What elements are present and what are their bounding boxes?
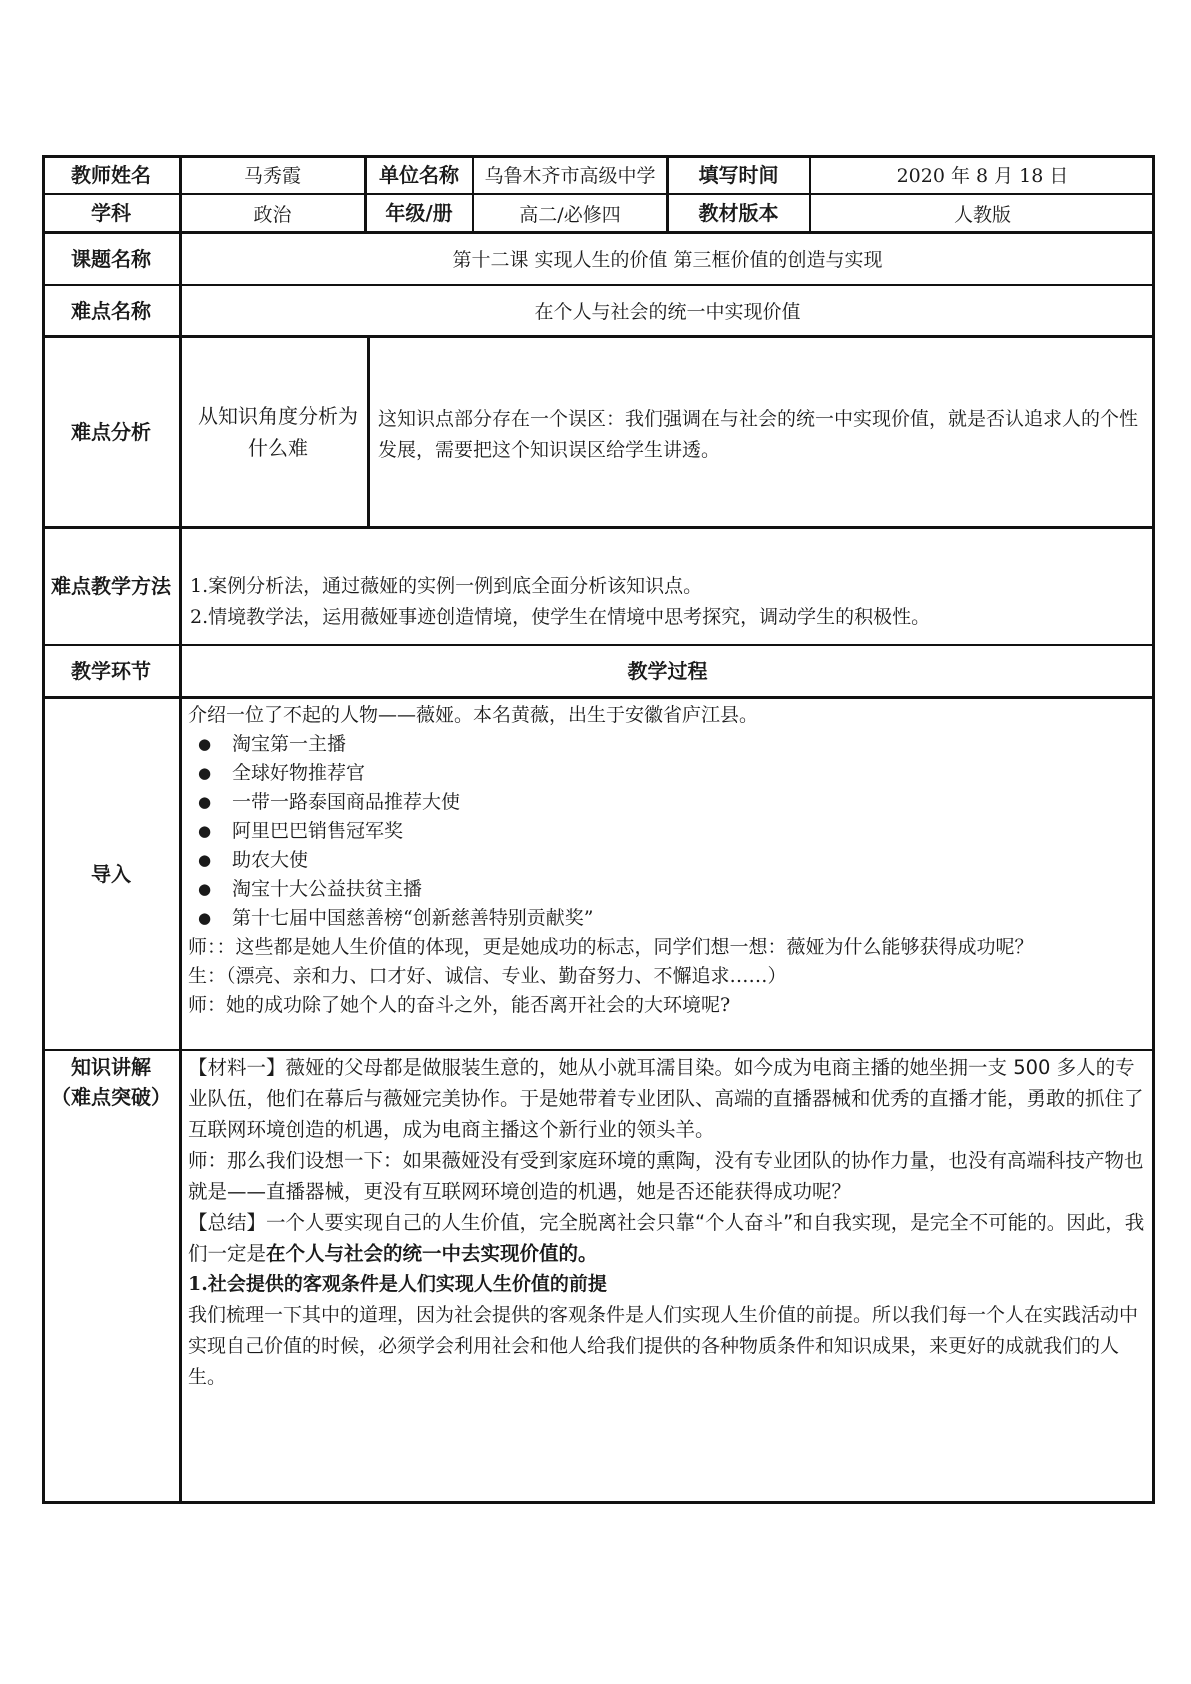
grid-line	[42, 696, 1155, 699]
list-item: ● 全球好物推荐官	[188, 759, 1148, 788]
grid-line	[42, 526, 1155, 529]
list-item: ● 淘宝第一主播	[188, 730, 1148, 759]
list-item: ● 第十七届中国慈善榜“创新慈善特别贡献奖”	[188, 904, 1148, 933]
unit-name-label: 单位名称	[379, 162, 459, 187]
subject-value: 政治	[253, 203, 292, 226]
method-label: 难点教学方法	[51, 574, 171, 598]
list-item: ● 一带一路泰国商品推荐大使	[188, 788, 1148, 817]
grid-line	[42, 335, 1155, 338]
list-item: ● 助农大使	[188, 846, 1148, 875]
knowledge-summary	[188, 1207, 1150, 1269]
topic-label: 课题名称	[71, 246, 151, 271]
textbook-label: 教材版本	[698, 201, 779, 225]
list-item: ● 淘宝十大公益扶贫主播	[188, 875, 1148, 904]
intro-lead: 介绍一位了不起的人物——薇娅。本名黄薇，出生于安徽省庐江县。	[188, 704, 759, 726]
process-step-label: 教学环节	[71, 659, 151, 683]
subject-label: 学科	[91, 201, 131, 225]
knowledge-content	[188, 1052, 1150, 1393]
knowledge-summary-bold: 在个人与社会的统一中去实现价值的。	[266, 1242, 598, 1265]
intro-bullets	[188, 730, 1148, 933]
analysis-label: 难点分析	[71, 419, 151, 444]
analysis-text: 这知识点部分存在一个误区：我们强调在与社会的统一中实现价值，就是否认追求人的个性发展，需要把这个知识误区给学生讲透。	[378, 408, 1139, 461]
grid-line	[666, 155, 669, 232]
process-title: 教学过程	[627, 659, 708, 683]
method-item: 1.案例分析法，通过薇娅的实例一例到底全面分析该知识点。	[190, 575, 703, 597]
grid-line	[42, 1049, 1155, 1051]
knowledge-point-1: 1.社会提供的客观条件是人们实现人生价值的前提	[188, 1273, 607, 1295]
grid-line	[42, 284, 1155, 286]
grid-line	[364, 155, 367, 232]
border-top	[42, 155, 1155, 158]
knowledge-material: 【材料一】薇娅的父母都是做服装生意的，她从小就耳濡目染。如今成为电商主播的她坐拥一支 500 多人的专业队伍，他们在幕后与薇娅完美协作。于是她带着专业团队、高端的直播器械和优秀的直播才能，勇敢的抓住了互联网环境创造的机遇，成为电商主播这个新行业的领头羊。	[188, 1056, 1144, 1141]
border-bottom	[42, 1501, 1155, 1504]
border-left	[42, 155, 45, 1504]
lesson-plan-table	[42, 155, 1155, 1504]
topic-value: 第十二课 实现人生的价值 第三框价值的创造与实现	[452, 249, 883, 271]
grid-line	[42, 644, 1155, 646]
grid-line	[42, 193, 1155, 195]
intro-label: 导入	[91, 861, 131, 886]
grid-line	[809, 155, 811, 232]
unit-name-value: 乌鲁木齐市高级中学	[484, 165, 656, 187]
knowledge-label	[42, 1051, 180, 1113]
intro-student-answer: 生：（漂亮、亲和力、口才好、诚信、专业、勤奋努力、不懈追求……）	[188, 965, 787, 987]
grid-line	[367, 336, 370, 527]
textbook-value: 人教版	[953, 203, 1011, 226]
fill-date-value: 2020 年 8 月 18 日	[896, 165, 1069, 187]
knowledge-teacher: 师：那么我们设想一下：如果薇娅没有受到家庭环境的熏陶，没有专业团队的协作力量，也没有高端科技产物也就是——直播器械，更没有互联网环境创造的机遇，她是否还能获得成功呢？	[188, 1149, 1144, 1203]
fill-date-label: 填写时间	[698, 162, 779, 187]
method-item: 2.情境教学法，运用薇娅事迹创造情境，使学生在情境中思考探究，调动学生的积极性。	[190, 606, 931, 628]
knowledge-label-line2: （难点突破）	[51, 1085, 171, 1109]
knowledge-label-line1: 知识讲解	[71, 1055, 151, 1079]
grid-line	[42, 231, 1155, 234]
teacher-name-value: 马秀霞	[243, 165, 301, 187]
knowledge-point-1-text: 我们梳理一下其中的道理，因为社会提供的客观条件是人们实现人生价值的前提。所以我们每一个人在实践活动中实现自己价值的时候，必须学会利用社会和他人给我们提供的各种物质条件和知识成果，来更好的成就我们的人生。	[188, 1304, 1139, 1388]
teacher-name-label: 教师姓名	[71, 162, 151, 187]
grid-line	[179, 155, 182, 1504]
intro-content	[188, 701, 1148, 1020]
analysis-sub-label: 从知识角度分析为什么难	[198, 403, 358, 460]
intro-teacher-question-2: 师：她的成功除了她个人的奋斗之外，能否离开社会的大环境呢?	[188, 994, 731, 1016]
intro-teacher-question: 师：：这些都是她人生价值的体现，更是她成功的标志，同学们想一想：薇娅为什么能够获得成功呢？	[188, 936, 1034, 958]
border-right	[1152, 155, 1155, 1504]
method-list	[190, 571, 1150, 633]
knowledge-summary-text: 【总结】一个人要实现自己的人生价值，完全脱离社会只靠“个人奋斗”和自我实现，是完全不可能的。因此，我们一定是	[188, 1211, 1145, 1265]
grid-line	[472, 155, 474, 232]
difficulty-label: 难点名称	[71, 298, 151, 323]
grade-label: 年级/册	[385, 201, 453, 225]
difficulty-value: 在个人与社会的统一中实现价值	[534, 301, 801, 323]
list-item: ● 阿里巴巴销售冠军奖	[188, 817, 1148, 846]
grade-value: 高二/必修四	[519, 203, 621, 226]
